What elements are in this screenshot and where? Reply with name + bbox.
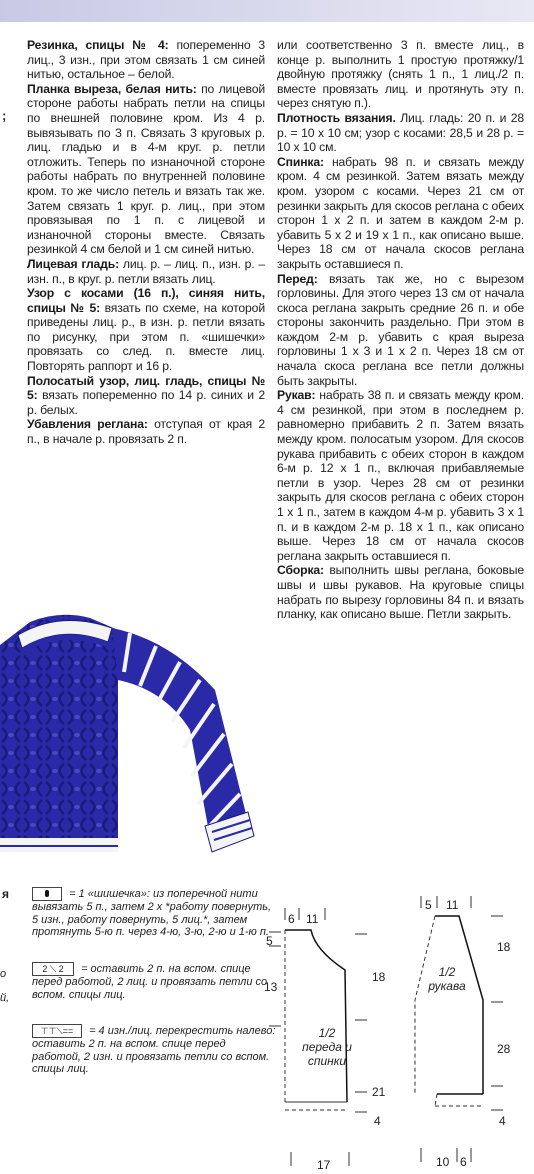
instruction-paragraph (27, 417, 265, 446)
instruction-paragraph (277, 272, 524, 389)
legend-text: = оставить 2 п. на вспом. спице перед работой, 2 лиц. и провязать петли со вспом. спицы лиц. (32, 962, 268, 1001)
instruction-paragraph (277, 388, 524, 563)
sleeve-dim-right-1: 18 (497, 940, 511, 954)
instruction-paragraph (27, 374, 265, 418)
instructions-left-column (27, 38, 265, 447)
instruction-heading: Лицевая гладь: (27, 256, 120, 271)
instruction-text: вязать попеременно по 14 р. синих и 2 р. белых. (27, 388, 265, 417)
instruction-text: набрать 38 п. и связать между кром. 4 см резинкой, при этом в последнем р. равномерно прибавить 2 п. Затем вязать между кром. полосатым узором. Для скосов рукава прибавить с обеих сторон в каждом 6-м р. 12 х 1 п., включая прибавляемые петли в узор. Через 28 см от резинки закрыть для скосов реглана с обеих сторон 1 х 1 п., затем в каждом 4-м р. убавить 3 х 1 п. и в каждом 2-м р. 18 х 1 п., как описано выше. Через 18 см от начала скосов реглана закрыть оставшиеся п. (277, 388, 524, 563)
sleeve-dim-bottom-a: 10 (436, 1155, 450, 1169)
instruction-paragraph (27, 257, 265, 286)
sleeve-dim-right-3: 4 (499, 1114, 506, 1128)
instructions-right-column (277, 38, 524, 622)
cropped-text-fragment: ; (2, 108, 7, 123)
instruction-text: или соответственно 3 п. вместе лиц., в конце р. выполнить 1 простую протяжку/1 двойную протяжку (снять 1 п., 1 лиц./2 п. вместе провязать лиц. и протянуть эту п. через снятую п.). (277, 38, 524, 111)
body-dim-top-b: 11 (306, 912, 319, 926)
instruction-text: вязать по схеме, на которой приведены лиц. р., в изн. р. петли вязать по рисунку, при этом п. «шишечки» провязать со след. п. вместе лиц. Повторять раппорт и 16 р. (27, 300, 265, 374)
body-dim-right-1: 18 (372, 970, 386, 984)
instruction-heading: Полосатый узор, лиц. гладь, спицы № 5: (27, 373, 265, 403)
bobble-symbol-icon (32, 887, 62, 901)
instruction-paragraph (277, 155, 524, 272)
cable-cross-left-icon: ⊤⊤⟍== (32, 1024, 82, 1038)
cropped-text-fragment: я (2, 887, 10, 901)
legend-cross-right (32, 962, 277, 1001)
instruction-paragraph (27, 286, 265, 374)
instruction-text: отступая от края 2 п., в начале р. провязать 2 п. (27, 417, 265, 447)
instruction-heading: Спинка: (277, 154, 324, 169)
instruction-text: выполнить швы реглана, боковые швы и швы рукавов. На круговые спицы набрать по вырезу горловины 84 п. и вязать планку, как описано выше. Петли закрыть. (277, 563, 524, 622)
instruction-heading: Узор с косами (16 п.), синяя нить, спицы № 5: (27, 286, 265, 315)
instruction-heading: Плотность вязания. (277, 110, 396, 125)
cable-cross-right-icon: 2 ⟍ 2 (32, 962, 74, 976)
sleeve-dim-bottom-b: 6 (460, 1155, 467, 1169)
top-color-band (0, 0, 534, 22)
instruction-paragraph (27, 82, 265, 257)
instruction-heading: Рукав: (277, 388, 316, 403)
body-dim-left-2: 13 (264, 980, 278, 994)
body-dim-bottom: 17 (317, 1158, 331, 1172)
instruction-text: лиц. р. – лиц. п., изн. р. – изн. п., в круг. р. петли вязать лиц. (27, 256, 265, 286)
instruction-heading: Убавления реглана: (27, 417, 148, 432)
cropped-text-fragment: о (0, 968, 7, 980)
instruction-heading: Планка выреза, белая нить: (27, 81, 197, 96)
instruction-heading: Резинка, спицы № 4: (27, 38, 169, 52)
legend-bobble (32, 887, 277, 939)
instruction-text: попеременно 3 лиц., 3 изн., при этом связать 1 см синей нитью, остальное – белой. (27, 38, 265, 82)
legend-text: = 1 «шишечка»: из поперечной нити вывязать 5 п., затем 2 х *работу повернуть, 5 изн., работу повернуть, 5 лиц.*, затем протянуть 5-ю п. через 4-ю, 3-ю, 2-ю и 1-ю п. (32, 887, 272, 939)
instruction-text: вязать так же, но с вырезом горловины. Для этого через 13 см от начала скоса реглана закрыть средние 26 п. и обе стороны закончить раздельно. При этом в каждом 2-м р. убавить с края выреза горловины 1 х 3 и 1 х 2 п. Через 18 см от начала скоса реглана все петли должны быть закрыты. (277, 271, 524, 388)
instruction-text: набрать 98 п. и связать между кром. 4 см резинкой. Затем вязать между кром. узором с косами. Через 21 см от резинки закрыть для скосов реглана с обеих сторон 1 х 2 п. и затем в каждом 2-м р. убавить 5 х 2 и 19 х 1 п., как описано выше. Через 18 см от начала скосов реглана закрыть оставшиеся п. (277, 154, 524, 271)
instruction-text: по лицевой стороне работы набрать петли на спицы по внешней половине кром. Из 4 р. вывязывать по 3 п. Связать 3 круговых р. лиц. гладью и в 4-м круг. р. петли отложить. Теперь по изнаночной стороне работы набрать по внутренней половине кром. то же число петель и вязать так же. Затем связать 1 круг. р. лиц., при этом провязывая по 1 п. с лицевой и изнаночной стороны вместе. Связать резинкой 4 см белой и 1 см синей нитью. (27, 81, 265, 257)
cropped-text-fragment: й, (0, 992, 10, 1004)
instruction-heading: Перед: (277, 271, 318, 286)
body-dim-top-a: 6 (288, 912, 295, 926)
instruction-paragraph (277, 38, 524, 111)
body-dim-right-2: 21 (372, 1085, 386, 1099)
sleeve-dim-top-b: 11 (446, 898, 459, 912)
instruction-paragraph (27, 38, 265, 82)
legend-cross-left (32, 1024, 277, 1076)
sleeve-dim-top-a: 5 (425, 898, 432, 912)
instruction-paragraph (277, 563, 524, 621)
sleeve-schematic-label: 1/2 рукава (428, 965, 466, 993)
schematic-diagrams (255, 880, 534, 1174)
sweater-illustration (0, 600, 270, 870)
sleeve-dim-right-2: 28 (497, 1042, 511, 1056)
body-dim-left-1: 5 (266, 934, 273, 948)
instruction-text: Лиц. гладь: 20 п. и 28 р. = 10 х 10 см; узор с косами: 28,5 и 28 р. = 10 х 10 см. (277, 110, 524, 155)
body-dim-right-3: 4 (374, 1114, 381, 1128)
body-schematic-label: 1/2 переда и спинки (302, 1026, 352, 1068)
instruction-heading: Сборка: (277, 563, 324, 578)
legend-text: = 4 изн./лиц. перекрестить налево: оставить 2 п. на вспом. спице перед работой, 2 изн. и провязать петли со вспом. спицы лиц. (32, 1024, 276, 1076)
instruction-paragraph (277, 111, 524, 155)
